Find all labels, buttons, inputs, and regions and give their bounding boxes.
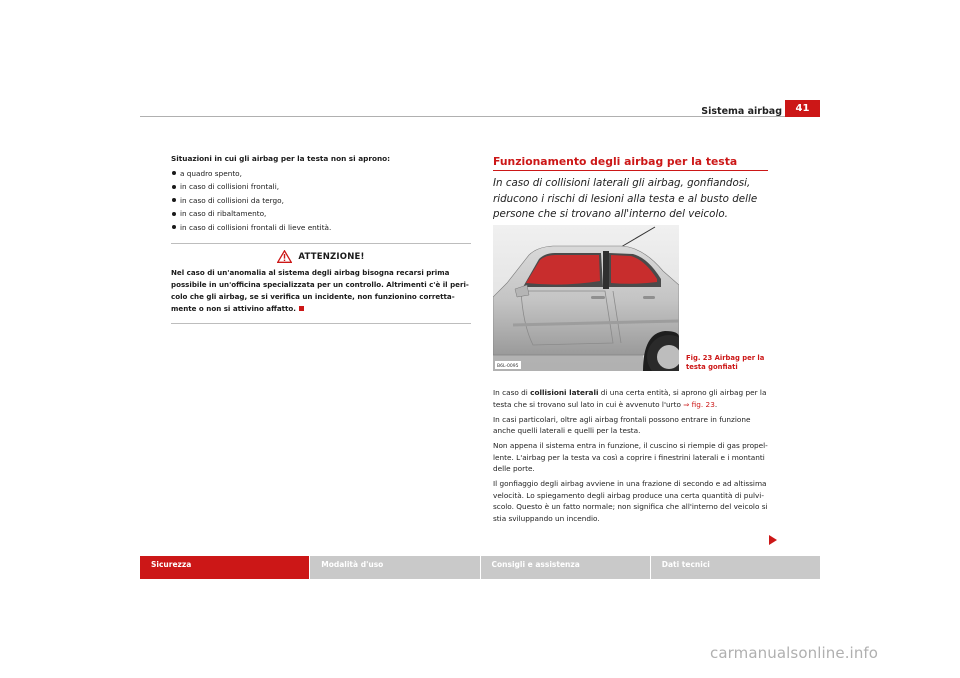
section-title: Funzionamento degli airbag per la testa <box>493 155 768 171</box>
warning-header <box>171 250 471 263</box>
footer-tab-consigli-assistenza[interactable]: Consigli e assistenza <box>481 556 650 579</box>
page-number: 41 <box>785 100 820 117</box>
list-item: a quadro spento, <box>171 167 471 181</box>
warning-title: ATTENZIONE! <box>298 251 365 262</box>
watermark: carmanualsonline.info <box>710 644 879 662</box>
paragraph: Non appena il sistema entra in funzione, il cuscino si riempie di gas propel-lente. L'airbag per la testa va così a coprire i finestrini laterali e i montanti delle porte. <box>493 441 768 473</box>
paragraph <box>493 387 771 410</box>
body-text <box>493 387 771 528</box>
figure-caption <box>686 354 764 372</box>
warning-box <box>171 243 471 324</box>
footer-nav <box>140 556 820 579</box>
figure-caption-line: testa gonfiati <box>686 363 738 371</box>
footer-tab-modalita-duso[interactable]: Modalità d'uso <box>310 556 479 579</box>
footer-tab-sicurezza[interactable]: Sicurezza <box>140 556 309 579</box>
warning-text-block <box>171 267 471 315</box>
list-item: in caso di ribaltamento, <box>171 207 471 221</box>
footer-tab-dati-tecnici[interactable]: Dati tecnici <box>651 556 820 579</box>
paragraph-text: di una certa entità, si aprono gli airbag per la testa che si trovano sul lato in cui è avvenuto l'urto <box>493 388 767 409</box>
figure-caption-line: Fig. 23 Airbag per la <box>686 354 765 362</box>
figure-car-airbag <box>493 225 679 371</box>
left-column <box>171 152 471 234</box>
list-item: in caso di collisioni frontali di lieve entità. <box>171 221 471 235</box>
list-item: in caso di collisioni frontali, <box>171 180 471 194</box>
figure-code: B6L-0095 <box>497 364 519 369</box>
end-mark-icon <box>299 306 304 311</box>
next-page-arrow-icon[interactable] <box>769 535 777 545</box>
intro-text: Situazioni in cui gli airbag per la testa non si aprono: <box>171 154 391 163</box>
figure-reference-link[interactable]: ⇒ fig. 23 <box>683 399 715 409</box>
car-side-illustration <box>493 225 679 371</box>
paragraph: In casi particolari, oltre agli airbag frontali possono entrare in funzione anche quelli laterali e quelli per la testa. <box>493 414 751 435</box>
emphasis-text: collisioni laterali <box>530 388 599 397</box>
running-header-title: Sistema airbag <box>701 106 782 117</box>
bullet-list <box>171 167 471 235</box>
paragraph: Il gonfiaggio degli airbag avviene in una frazione di secondo e ad altissima velocità. Lo spiegamento degli airbag produce una certa quantità di pulvi-scolo. Questo è un fatto normale; non significa che all'interno del veicolo si stia sviluppando un incendio. <box>493 479 768 523</box>
paragraph-text: . <box>714 399 718 409</box>
list-item: in caso di collisioni da tergo, <box>171 194 471 208</box>
warning-triangle-icon <box>277 250 292 263</box>
paragraph-text: In caso di <box>493 388 531 397</box>
lead-text: In caso di collisioni laterali gli airbag, gonfiandosi, riducono i rischi di lesioni alla testa e al busto delle persone che si trovano all'interno del veicolo. <box>493 177 758 220</box>
warning-text: Nel caso di un'anomalia al sistema degli airbag bisogna recarsi prima possibile in un'officina specializzata per un controllo. Altrimenti c'è il peri-colo che gli airbag, se si verifica un incidente, non funzionino corretta-mente o non si attivino affatto. <box>171 268 469 313</box>
